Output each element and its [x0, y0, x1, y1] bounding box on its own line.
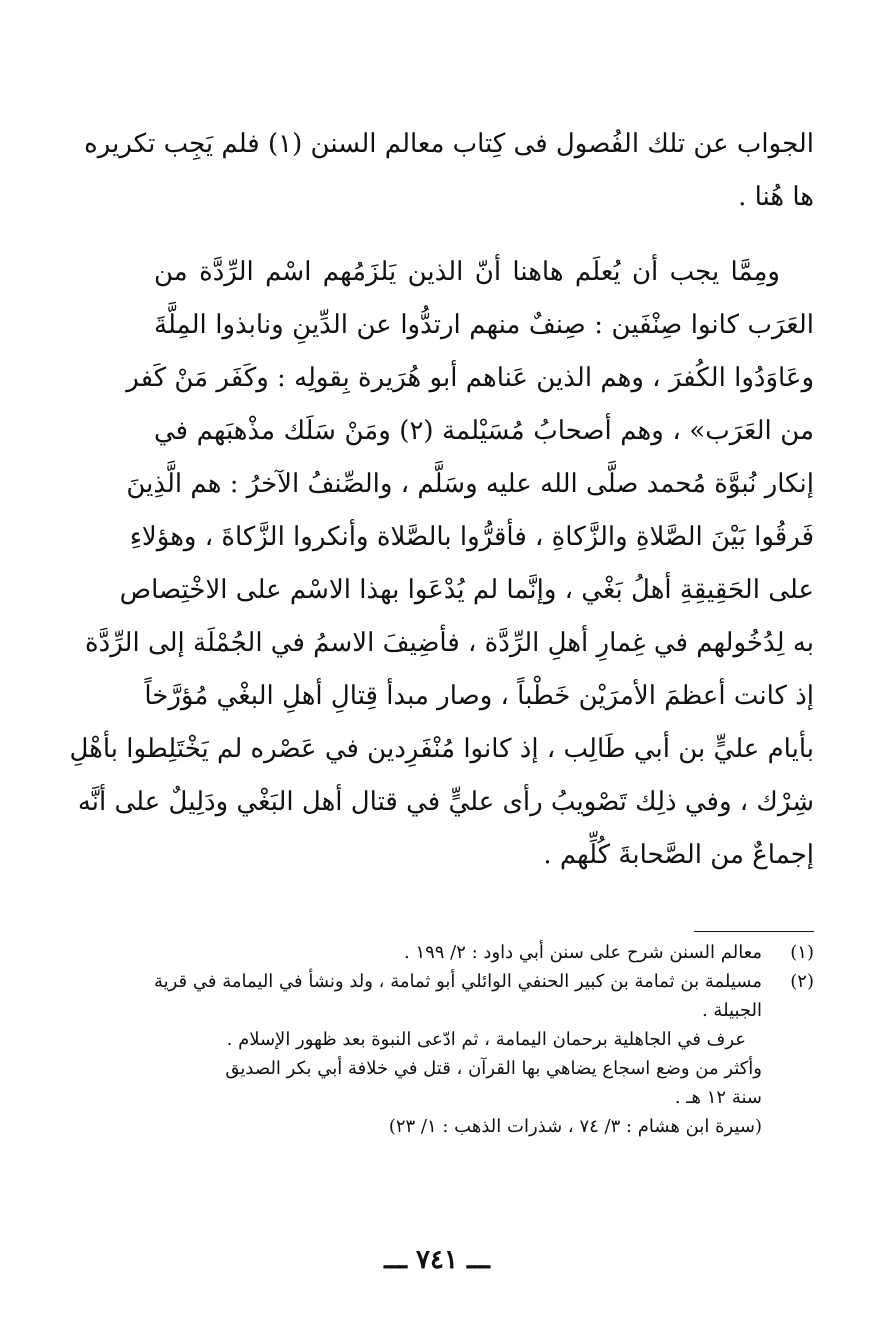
- footnote-text: [154, 967, 762, 1025]
- footnote-line: وأكثر من وضع اسجاع يضاهي بها القرآن ، قتل في خلافة أبي بكر الصديق: [225, 1058, 762, 1079]
- footnote-1: [154, 938, 814, 967]
- text-line: به لِدُخُولهم في غِمارِ أهلِ الرِّدَّة ، فأضِيفَ الاسمُ في الجُمْلَة إلى الرِّدَّة: [85, 628, 814, 658]
- footnotes: [154, 938, 814, 1141]
- paragraph-gap: [154, 224, 814, 246]
- text-line: ها هُنا .: [738, 182, 814, 212]
- text-line: على الحَقِيقِةِ أهلُ بَغْي ، وإنَّما لم يُدْعَوا بهذا الاسْم على الاخْتِصاص: [119, 575, 814, 605]
- footnote-line: سنة ١٢ هـ .: [674, 1087, 762, 1108]
- footnote-number: (٢): [790, 971, 814, 992]
- page-number: ـــ ٧٤١ ـــ: [384, 1245, 490, 1275]
- footnote-line: عرف في الجاهلية برحمان اليمامة ، ثم ادّعى النبوة بعد ظهور الإسلام .: [226, 1029, 746, 1050]
- footnote-text: [154, 938, 762, 967]
- footnote-line: مسيلمة بن ثمامة بن كبير الحنفي الوائلي أبو ثمامة ، ولد ونشأ في اليمامة في قرية: [153, 971, 762, 992]
- text-line: العَرَب كانوا صِنْفَين : صِنفٌ منهم ارتدُّوا عن الدِّينِ ونابذوا المِلَّةَ: [154, 310, 814, 340]
- footnote-line: الجبيلة .: [701, 1000, 762, 1021]
- footnote-number: (١): [790, 942, 814, 963]
- text-line: الجواب عن تلك الفُصول فى كِتاب معالم السنن (١) فلم يَجِب تكريره: [84, 129, 814, 159]
- footnote-line: معالم السنن شرح على سنن أبي داود : ٢/ ١٩٩ .: [403, 942, 762, 963]
- text-line: إنكار نُبوَّة مُحمد صلَّى الله عليه وسَلَّم ، والصِّنفُ الآخرُ : هم الَّذِينَ: [126, 469, 814, 499]
- text-line: ومِمَّا يجب أن يُعلَم هاهنا أنّ الذين يَلزَمُهم اسْم الرِّدَّة من: [154, 257, 780, 287]
- footnote-source: (سيرة ابن هشام : ٣/ ٧٤ ، شذرات الذهب : ١/ ٢٣): [388, 1116, 762, 1137]
- footnote-2: [154, 967, 814, 1025]
- footnote-separator: [694, 931, 814, 932]
- text-line: شِرْك ، وفي ذلِك تَصْويبُ رأى عليٍّ في قتال أهل البَغْي ودَلِيلٌ على أنَّه: [77, 787, 814, 817]
- text-line: إجماعٌ من الصَّحابةَ كُلِّهم .: [543, 840, 814, 870]
- text-line: فَرقُوا بَيْنَ الصَّلاةِ والزَّكاةِ ، فأقرُّوا بالصَّلاة وأنكروا الزَّكاةَ ، وهؤلاءِ: [129, 522, 814, 552]
- text-line: وعَاوَدُوا الكُفرَ ، وهم الذين عَناهم أبو هُرَيرة بِقولِه : وكَفَر مَنْ كَفر: [126, 363, 814, 393]
- main-text: [69, 118, 814, 882]
- text-line: بأيام عليٍّ بن أبي طَالِب ، إذ كانوا مُنْفَرِدين في عَصْره لم يَخْتَلِطوا بأهْلِ: [69, 734, 814, 764]
- text-line: من العَرَب» ، وهم أصحابُ مُسَيْلمة (٢) ومَنْ سَلَك مذْهبَهم في: [154, 416, 814, 446]
- text-line: إذ كانت أعظمَ الأمرَيْن خَطْباً ، وصار مبدأ قِتالِ أهلِ البغْي مُؤرَّخاً: [144, 681, 814, 711]
